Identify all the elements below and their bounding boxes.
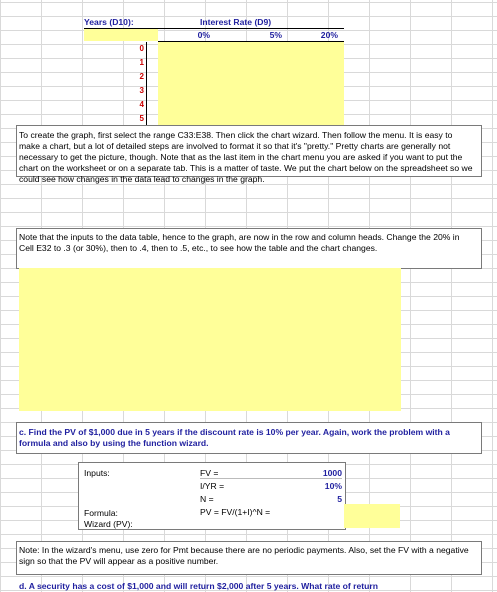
graph-instructions-text: To create the graph, first select the range C33:E38. Then click the chart wizard. Then follow the menu. It is easy to make a chart, but a lot of detailed steps are involved to format it so that it's "pretty." Pretty charts are generally not necessary to get the picture, though. Note that as the last item in the chart menu you are asked if you want to put the chart on the worksheet or on a separate tab. This is a matter of taste. We put the chart below on the spreadsheet so we could see how changes in the data lead to changes in the graph. — [19, 130, 473, 184]
n-label: N = — [200, 494, 214, 504]
rate-1[interactable]: 5% — [269, 30, 282, 40]
inputs-label: Inputs: — [84, 468, 110, 478]
pv-answer-cells[interactable] — [344, 504, 400, 528]
year-1[interactable]: 1 — [139, 58, 144, 67]
data-table-results[interactable] — [158, 42, 344, 127]
fv-value[interactable]: 1000 — [322, 468, 342, 478]
rate-0[interactable]: 0% — [197, 30, 210, 40]
years-header: Years (D10): — [84, 17, 134, 27]
inputs-instructions-text: Note that the inputs to the data table, hence to the graph, are now in the row and column heads. Change the 20% in Cell E32 to .3 (or 30%), then to .4, then to .5, etc., to see how the table and the chart changes. — [19, 232, 460, 253]
question-d-cutoff: d. A security has a cost of $1,000 and will return $2,000 after 5 years. What rate of return — [19, 581, 378, 591]
year-0[interactable]: 0 — [139, 44, 144, 53]
year-5[interactable]: 5 — [139, 114, 144, 123]
question-c-text: c. Find the PV of $1,000 due in 5 years if the discount rate is 10% per year. Again, work the problem with a formula and also by using the function wizard. — [19, 427, 450, 448]
note-text: Note: In the wizard's menu, use zero for Pmt because there are no periodic payments. Also, set the FV with a negative sign so that the PV will appear as a positive number. — [19, 545, 469, 566]
year-2[interactable]: 2 — [139, 72, 144, 81]
wizard-pv-label: Wizard (PV): — [84, 519, 133, 529]
corner-input-cell[interactable] — [84, 29, 158, 41]
interest-rate-header: Interest Rate (D9) — [200, 17, 272, 27]
iyr-label: I/YR = — [200, 481, 225, 491]
pv-formula-label: PV = FV/(1+I)^N = — [200, 507, 271, 517]
n-value[interactable]: 5 — [337, 494, 342, 504]
inputs-divider — [200, 478, 342, 479]
iyr-value[interactable]: 10% — [324, 481, 342, 491]
rate-2[interactable]: 20% — [320, 30, 338, 40]
year-4[interactable]: 4 — [139, 100, 144, 109]
fv-label: FV = — [200, 468, 219, 478]
formula-label: Formula: — [84, 508, 118, 518]
year-3[interactable]: 3 — [139, 86, 144, 95]
year-column-line — [146, 42, 147, 128]
chart-placeholder[interactable] — [19, 268, 401, 411]
